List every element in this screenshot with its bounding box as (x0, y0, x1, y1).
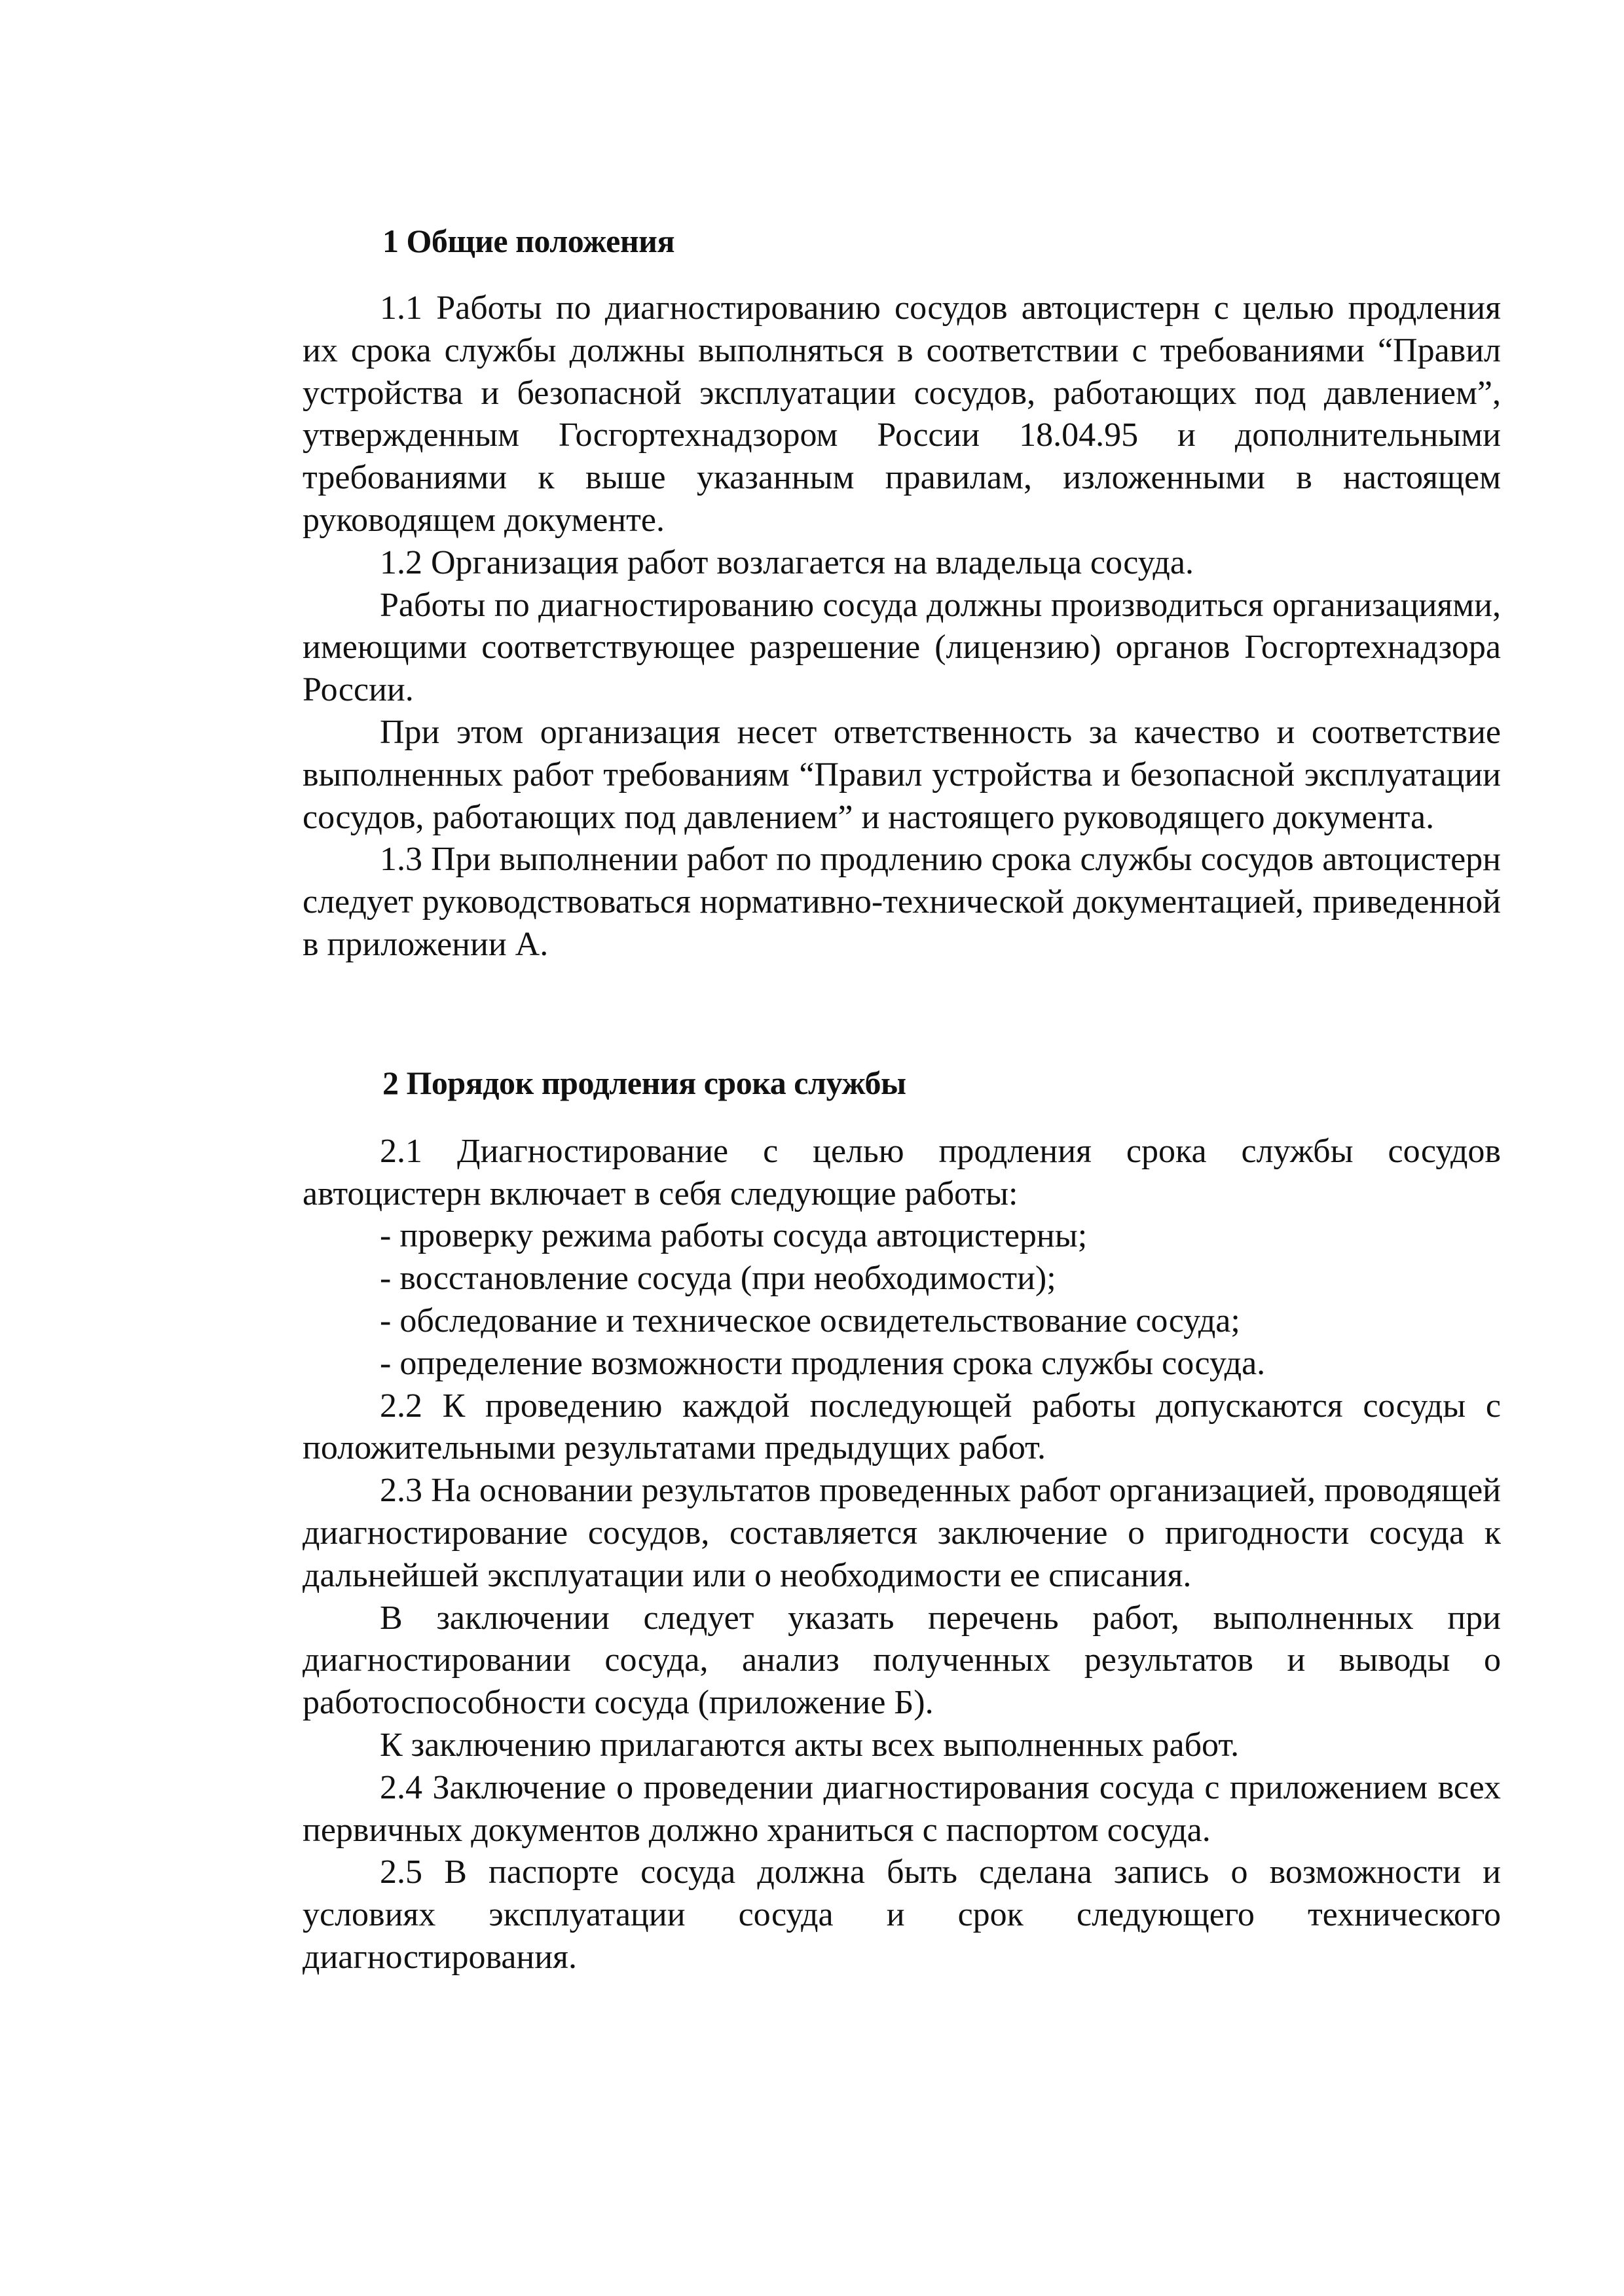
paragraph-2-2: 2.2 К проведению каждой последующей работы допускаются сосуды с положительными результатами предыдущих работ. (303, 1387, 1501, 1467)
paragraph-1-2-licensing: Работы по диагностированию сосуда должны производиться организациями, имеющими соответствующее разрешение (лицензию) органов Госгортехнадзора России. (303, 586, 1501, 709)
paragraph-1-2: 1.2 Организация работ возлагается на владельца сосуда. (380, 543, 1194, 581)
list-item: - восстановление сосуда (при необходимости); (380, 1260, 1056, 1298)
section-2-heading: 2 Порядок продления срока службы (382, 1064, 906, 1101)
paragraph-2-3-conclusion: В заключении следует указать перечень работ, выполненных при диагностировании сосуда, анализ полученных результатов и выводы о работоспособности сосуда (приложение Б). (303, 1599, 1501, 1722)
document-body (303, 219, 1501, 1979)
paragraph-2-1: 2.1 Диагностирование с целью продления срока службы сосудов автоцистерн включает в себя следующие работы: (303, 1132, 1501, 1212)
paragraph-2-5: 2.5 В паспорте сосуда должна быть сделана запись о возможности и условиях эксплуатации сосуда и срок следующего технического диагностирования. (303, 1853, 1501, 1976)
list-item: - определение возможности продления срока службы сосуда. (380, 1344, 1266, 1382)
paragraph-1-1: 1.1 Работы по диагностированию сосудов автоцистерн с целью продления их срока службы должны выполняться в соответствии с требованиями “Правил устройства и безопасной эксплуатации сосудов, работающих под давлением”, утвержденным Госгортехнадзором России 18.04.95 и дополнительными требованиями к выше указанным правилам, изложенными в настоящем руководящем документе. (303, 289, 1501, 539)
section-1-heading: 1 Общие положения (382, 223, 675, 259)
list-item: - проверку режима работы сосуда автоцистерны; (380, 1217, 1088, 1255)
list-item: - обследование и техническое освидетельствование сосуда; (380, 1302, 1240, 1339)
paragraph-2-4: 2.4 Заключение о проведении диагностирования сосуда с приложением всех первичных документов должно храниться с паспортом сосуда. (303, 1768, 1501, 1849)
paragraph-1-3: 1.3 При выполнении работ по продлению срока службы сосудов автоцистерн следует руководствоваться нормативно-технической документацией, приведенной в приложении А. (303, 841, 1501, 963)
paragraph-1-2-responsibility: При этом организация несет ответственность за качество и соответствие выполненных работ требованиям “Правил устройства и безопасной эксплуатации сосудов, работающих под давлением” и настоящего руководящего документа. (303, 713, 1501, 836)
paragraph-2-3: 2.3 На основании результатов проведенных работ организацией, проводящей диагностирование сосудов, составляется заключение о пригодности сосуда к дальнейшей эксплуатации или о необходимости ее списания. (303, 1472, 1501, 1594)
paragraph-2-3-acts: К заключению прилагаются акты всех выполненных работ. (380, 1726, 1240, 1764)
